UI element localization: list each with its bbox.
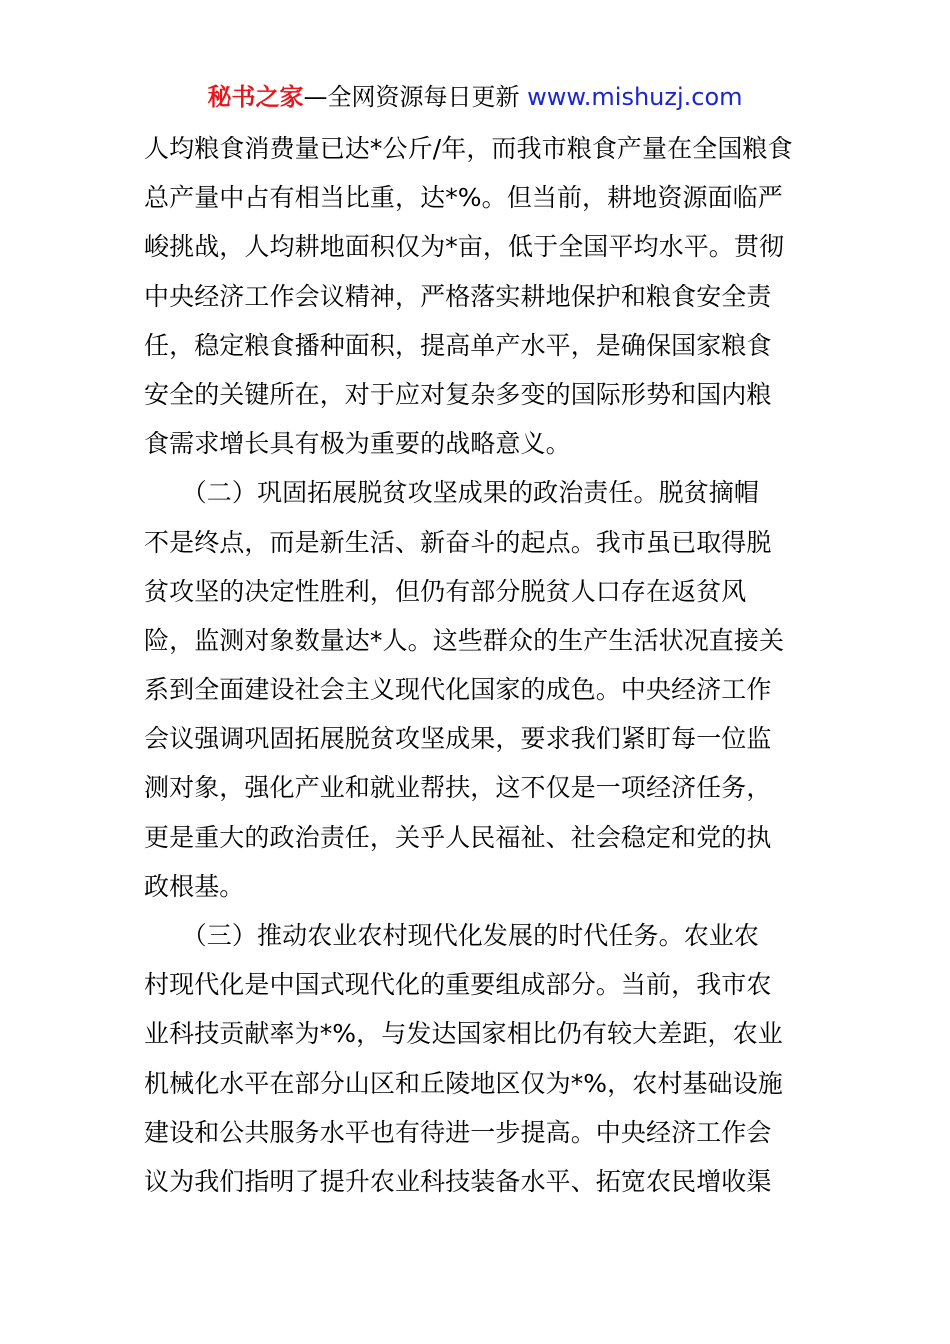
text-line: 测对象，强化产业和就业帮扶，这不仅是一项经济任务， (144, 773, 772, 803)
brand-name: 秘书之家 (207, 83, 304, 111)
text-line: 机械化水平在部分山区和丘陵地区仅为*%，农村基础设施 (144, 1068, 783, 1098)
site-url-link[interactable]: www.mishuzj.com (527, 83, 743, 111)
text-line: 建设和公共服务水平也有待进一步提高。中央经济工作会 (144, 1117, 772, 1147)
text-line: 峻挑战，人均耕地面积仅为*亩，低于全国平均水平。贯彻 (144, 232, 785, 262)
text-line: 议为我们指明了提升农业科技装备水平、拓宽农民增收渠 (144, 1166, 772, 1196)
text-line: 食需求增长具有极为重要的战略意义。 (144, 429, 571, 459)
text-line: 村现代化是中国式现代化的重要组成部分。当前，我市农 (144, 970, 772, 1000)
text-line: 总产量中占有相当比重，达*%。但当前，耕地资源面临严 (144, 183, 783, 213)
text-line: 人均粮食消费量已达*公斤/年，而我市粮食产量在全国粮食 (144, 134, 793, 163)
header-tagline: —全网资源每日更新 (303, 83, 528, 111)
text-line: 安全的关键所在，对于应对复杂多变的国际形势和国内粮 (144, 379, 772, 409)
text-line: 任，稳定粮食播种面积，提高单产水平，是确保国家粮食 (144, 330, 772, 360)
site-header (0, 80, 950, 114)
text-line: 业科技贡献率为*%，与发达国家相比仍有较大差距，农业 (144, 1019, 783, 1049)
text-line: 会议强调巩固拓展脱贫攻坚成果，要求我们紧盯每一位监 (144, 724, 772, 754)
text-line: 更是重大的政治责任，关乎人民福祉、社会稳定和党的执 (144, 822, 772, 852)
document-body (144, 124, 812, 1206)
section-heading-line: （二）巩固拓展脱贫攻坚成果的政治责任。脱贫摘帽 (144, 478, 760, 508)
text-line: 系到全面建设社会主义现代化国家的成色。中央经济工作 (144, 675, 772, 705)
text-line: 不是终点，而是新生活、新奋斗的起点。我市虽已取得脱 (144, 527, 772, 557)
section-heading-line: （三）推动农业农村现代化发展的时代任务。农业农 (144, 921, 760, 950)
text-line: 中央经济工作会议精神，严格落实耕地保护和粮食安全责 (144, 281, 772, 311)
text-line: 政根基。 (144, 871, 245, 901)
text-line: 险，监测对象数量达*人。这些群众的生产生活状况直接关 (144, 625, 785, 655)
text-line: 贫攻坚的决定性胜利，但仍有部分脱贫人口存在返贫风 (144, 576, 747, 606)
